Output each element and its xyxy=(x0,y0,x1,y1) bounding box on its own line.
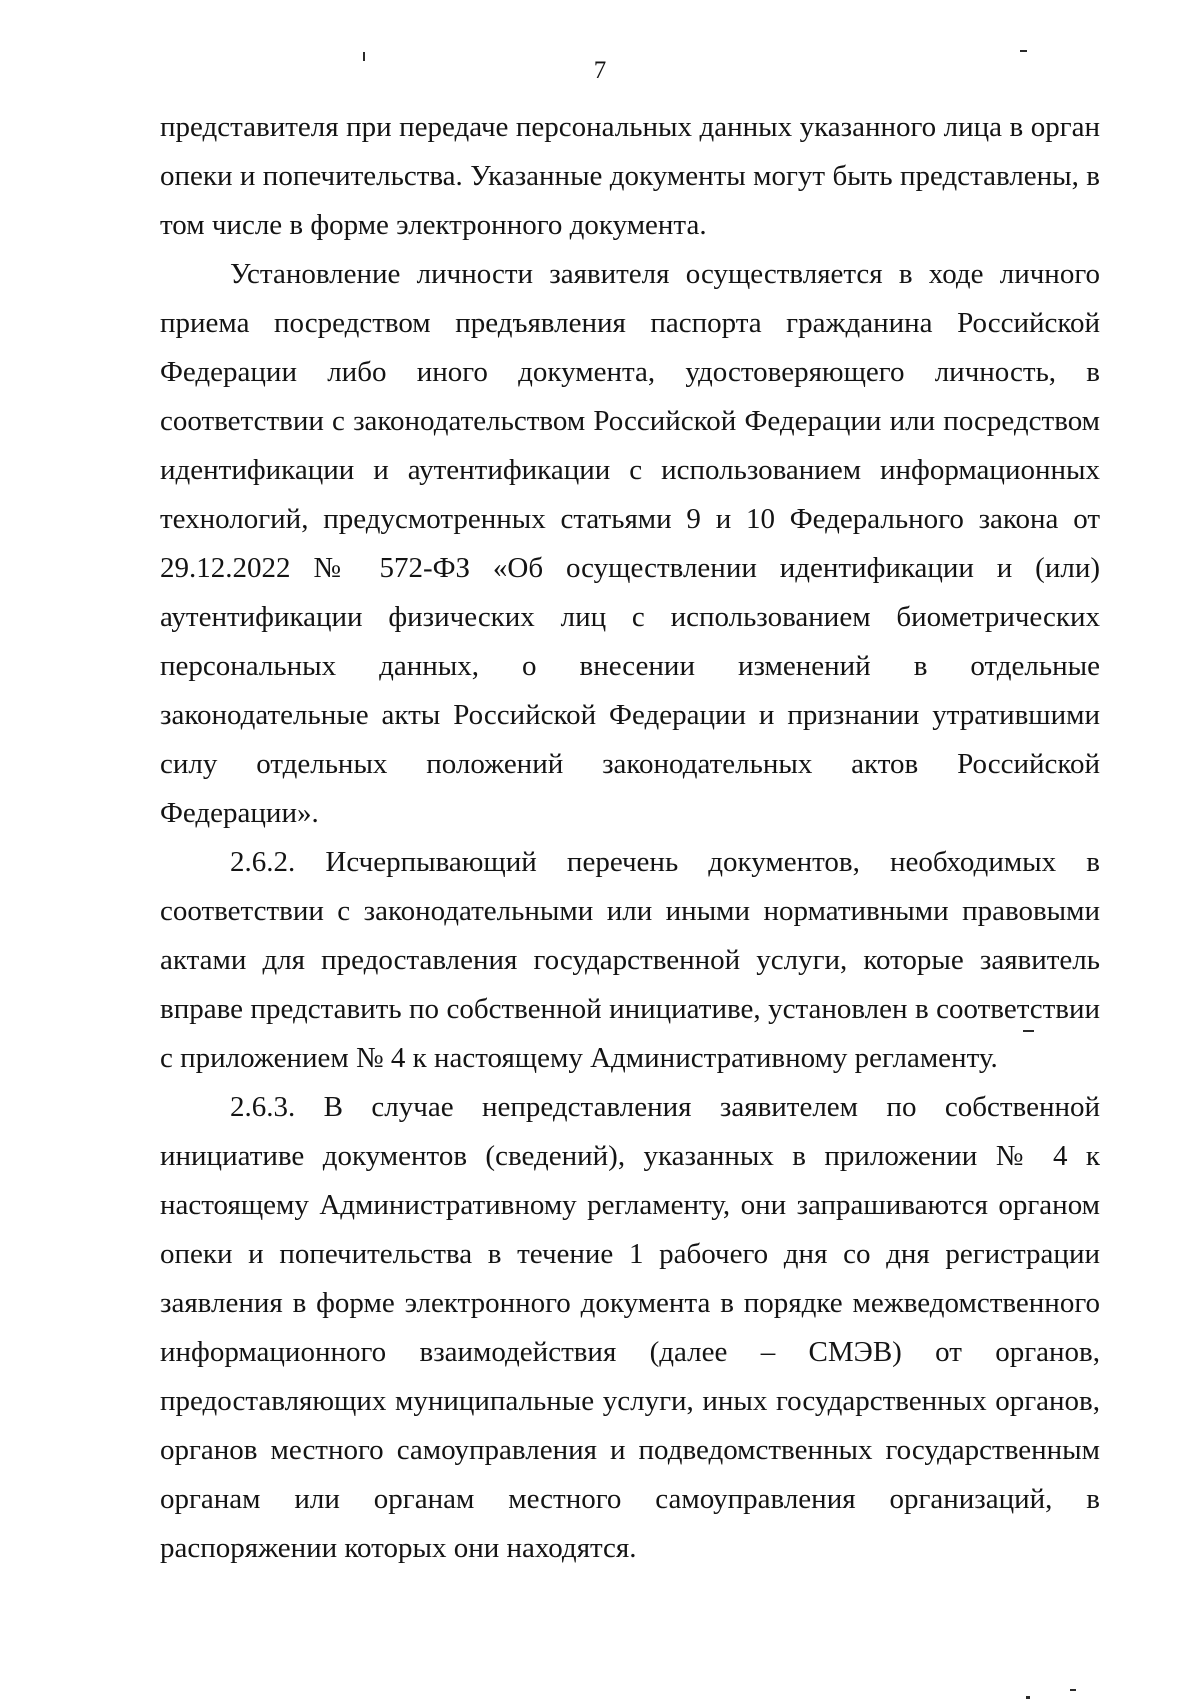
scan-speck xyxy=(1026,1696,1030,1699)
paragraph-2-6-2: 2.6.2. Исчерпывающий перечень документов, необходимых в соответствии с законодательными или иными нормативными правовыми актами для предоставления государственной услуги, которые заявитель вправе представить по собственной инициативе, установлен в соответствии с приложением № 4 к настоящему Административному регламенту. xyxy=(160,846,1100,1074)
paragraph-continuation: представителя при передаче персональных данных указанного лица в орган опеки и попечительства. Указанные документы могут быть представлены, в том числе в форме электронного документа. xyxy=(160,111,1100,241)
paragraph-2-6-3: 2.6.3. В случае непредставления заявителем по собственной инициативе документов (сведений), указанных в приложении № 4 к настоящему Административному регламенту, они запрашиваются органом опеки и попечительства в течение 1 рабочего дня со дня регистрации заявления в форме электронного документа в порядке межведомственного информационного взаимодействия (далее – СМЭВ) от органов, предоставляющих муниципальные услуги, иных государственных органов, органов местного самоуправления и подведомственных государственным органам или органам местного самоуправления организаций, в распоряжении которых они находятся. xyxy=(160,1091,1100,1564)
scan-speck xyxy=(1070,1689,1076,1691)
document-body xyxy=(160,103,1100,1573)
scan-speck xyxy=(1020,50,1027,52)
scan-speck xyxy=(1023,1030,1034,1032)
page-number: 7 xyxy=(593,57,607,84)
paragraph-identity-verification: Установление личности заявителя осуществляется в ходе личного приема посредством предъявления паспорта гражданина Российской Федерации либо иного документа, удостоверяющего личность, в соответствии с законодательством Российской Федерации или посредством идентификации и аутентификации с использованием информационных технологий, предусмотренных статьями 9 и 10 Федерального закона от 29.12.2022 № 572-ФЗ «Об осуществлении идентификации и (или) аутентификации физических лиц с использованием биометрических персональных данных, о внесении изменений в отдельные законодательные акты Российской Федерации и признании утратившими силу отдельных положений законодательных актов Российской Федерации». xyxy=(160,258,1100,829)
